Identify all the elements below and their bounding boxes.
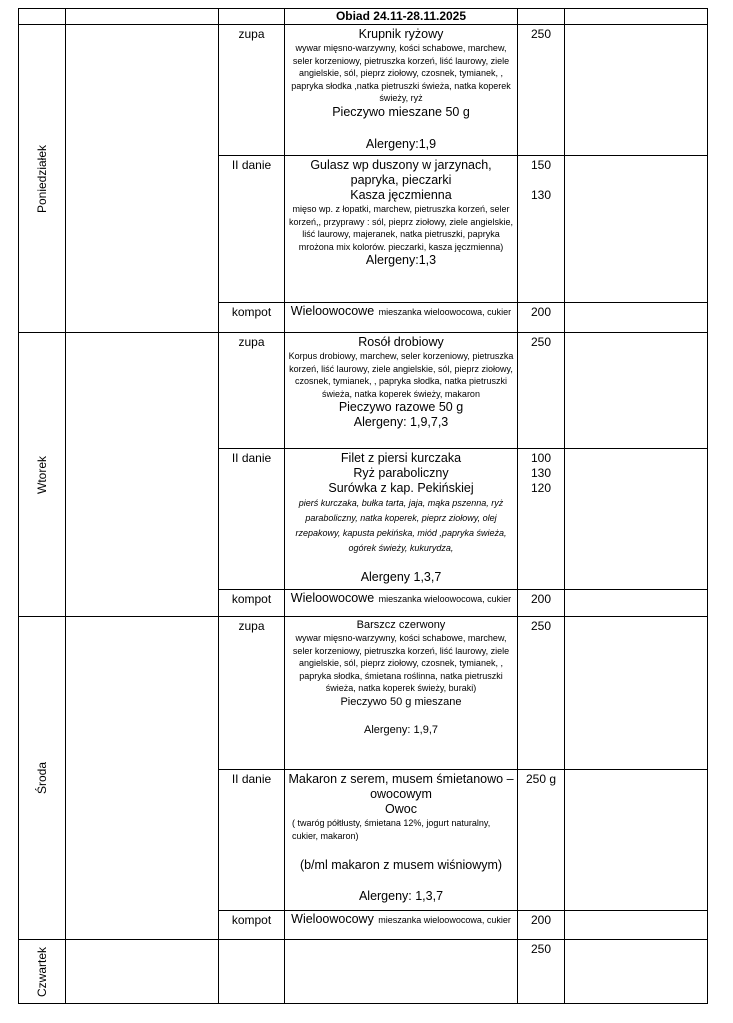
empty-cell [565, 156, 708, 303]
day-wednesday: Środa [19, 617, 66, 940]
dish-item: Filet z piersi kurczaka [340, 451, 462, 465]
empty-cell [565, 770, 708, 911]
header-cell-empty [518, 9, 565, 25]
header-cell-empty [19, 9, 66, 25]
quantity: 250 [518, 333, 565, 449]
empty-cell [66, 25, 219, 333]
dish-name: Wieloowocowe [290, 304, 375, 318]
alternative-dish: (b/ml makaron z musem wiśniowym) [299, 858, 503, 872]
quantity: 250 [518, 25, 565, 156]
dish-name: Wieloowocowy [291, 912, 374, 926]
ingredients: wywar mięsno-warzywny, kości schabowe, marchew, seler korzeniowy, pietruszka korzeń, liść laurowy, ziele angielskie, sól, pieprz ziołowy, czosnek, tymianek, , papryka słodka, śmietana roślinna, natka pietruszki świeża, natka koperek świeży, buraki) [292, 633, 510, 693]
menu-table [18, 8, 708, 1004]
monday-soup-row [19, 25, 708, 156]
empty-cell [285, 940, 518, 1004]
header-row [19, 9, 708, 25]
monday-soup-description [285, 25, 518, 156]
thursday-row [19, 940, 708, 1004]
header-cell-empty [565, 9, 708, 25]
dish-name: Rosół drobiowy [358, 335, 444, 349]
empty-cell [565, 940, 708, 1004]
empty-cell [565, 911, 708, 940]
allergens: Alergeny 1,3,7 [360, 570, 442, 584]
empty-cell [565, 590, 708, 617]
ingredients: wywar mięsno-warzywny, kości schabowe, marchew, seler korzeniowy, pietruszka korzeń, liść laurowy, ziele angielskie, sól, pieprz ziołowy, czosnek, tymianek, , papryka słodka ,natka pietruszki świeża, natka koperek świeży, ryż [291, 43, 511, 103]
ingredients: ( twaróg półtłusty, śmietana 12%, jogurt naturalny, cukier, makaron) [292, 818, 491, 841]
ingredients: mięso wp. z łopatki, marchew, pietruszka korzeń, seler korzeń,, przyprawy : sól, pieprz ziołowy, ziele angielskie, liść laurowy, majeranek, natka pietruszki, papryka mrożona mix kolorów. pieczarki, kasza jęczmienna) [289, 204, 513, 252]
empty-cell [66, 940, 219, 1004]
quantity: 200 [518, 911, 565, 940]
ingredients: mieszanka wieloowocowa, cukier [378, 594, 512, 604]
header-cell-empty [66, 9, 219, 25]
course-label: kompot [219, 590, 285, 617]
empty-cell [66, 333, 219, 617]
dish-item: Ryż paraboliczny [353, 466, 449, 480]
quantity: 250 [518, 940, 565, 1004]
fruit: Owoc [385, 802, 417, 816]
wednesday-soup-row [19, 617, 708, 770]
course-label: II danie [219, 770, 285, 911]
day-tuesday: Wtorek [19, 333, 66, 617]
quantity: 200 [518, 590, 565, 617]
allergens: Alergeny: 1,9,7,3 [353, 415, 449, 429]
allergens: Alergeny: 1,3,7 [358, 889, 444, 903]
bread: Pieczywo 50 g mieszane [340, 695, 462, 708]
quantity: 100 130 120 [518, 449, 565, 590]
empty-cell [66, 617, 219, 940]
ingredients: mieszanka wieloowocowa, cukier [378, 307, 512, 317]
empty-cell [219, 940, 285, 1004]
menu-title: Obiad 24.11-28.11.2025 [285, 9, 518, 25]
course-label: zupa [219, 617, 285, 770]
header-cell-empty [219, 9, 285, 25]
course-label: II danie [219, 449, 285, 590]
quantity: 250 g [518, 770, 565, 911]
quantity: 250 [518, 617, 565, 770]
dish-name: Barszcz czerwony [356, 619, 446, 631]
dish-item: Surówka z kap. Pekińskiej [328, 481, 474, 495]
ingredients: pierś kurczaka, bułka tarta, jaja, mąka pszenna, ryż paraboliczny, natka koperek, pieprz ziołowy, olej rzepakowy, kapusta pekińska, miód ,papryka świeża, ogórek świeży, kukurydza, [295, 498, 507, 553]
tuesday-soup-description [285, 333, 518, 449]
tuesday-compote-description [285, 590, 518, 617]
dish-name: Gulasz wp duszony w jarzynach, papryka, pieczarki [310, 158, 492, 187]
bread: Pieczywo mieszane 50 g [332, 104, 470, 119]
course-label: zupa [219, 25, 285, 156]
empty-cell [565, 449, 708, 590]
bread: Pieczywo razowe 50 g [338, 400, 464, 414]
wednesday-main-description [285, 770, 518, 911]
dish-name: Wieloowocowe [290, 591, 375, 605]
dish-name: Krupnik ryżowy [358, 27, 444, 41]
ingredients: mieszanka wieloowocowa, cukier [378, 915, 511, 925]
course-label: kompot [219, 303, 285, 333]
allergens: Alergeny: 1,9,7 [364, 723, 438, 736]
empty-cell [565, 617, 708, 770]
allergens: Alergeny:1,3 [365, 253, 437, 267]
quantity: 200 [518, 303, 565, 333]
empty-cell [565, 333, 708, 449]
side-dish: Kasza jęczmienna [350, 188, 452, 202]
course-label: zupa [219, 333, 285, 449]
course-label: kompot [219, 911, 285, 940]
allergens: Alergeny:1,9 [365, 136, 437, 151]
wednesday-soup-description [285, 617, 518, 770]
tuesday-soup-row [19, 333, 708, 449]
tuesday-main-description [285, 449, 518, 590]
quantity: 150 130 [518, 156, 565, 303]
day-thursday: Czwartek [19, 940, 66, 1004]
wednesday-compote-description [285, 911, 518, 940]
empty-cell [565, 303, 708, 333]
dish-name: Makaron z serem, musem śmietanowo – owocowym [288, 772, 514, 801]
ingredients: Korpus drobiowy, marchew, seler korzeniowy, pietruszka korzeń, liść laurowy, ziele angielskie, sól, pieprz ziołowy, czosnek, tymianek, , papryka słodka, natka pietruszki świeża, natka koperek świeży, makaron [288, 351, 514, 399]
monday-compote-description [285, 303, 518, 333]
empty-cell [565, 25, 708, 156]
course-label: II danie [219, 156, 285, 303]
monday-main-description [285, 156, 518, 303]
day-monday: Poniedziałek [19, 25, 66, 333]
